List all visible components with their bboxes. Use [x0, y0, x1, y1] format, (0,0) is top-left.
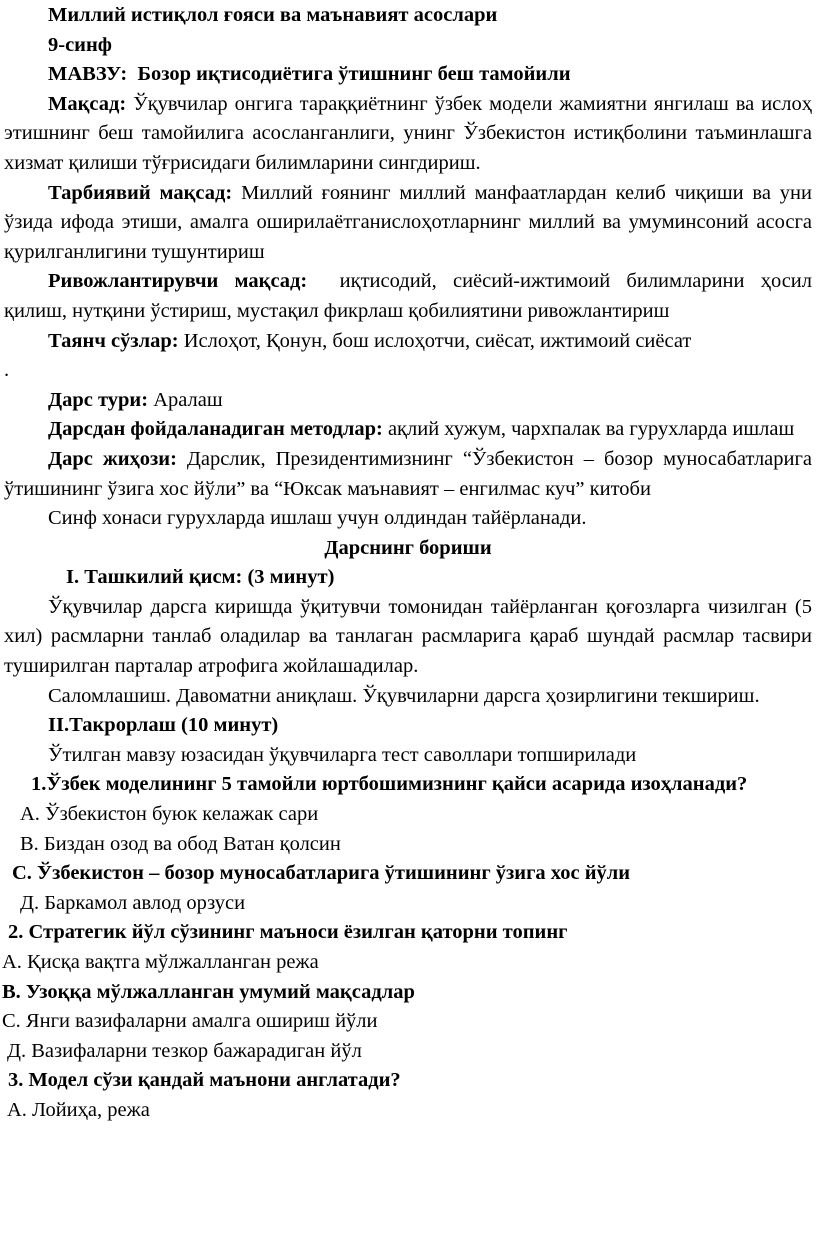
aim-text: Ўқувчилар онгига тараққиётнинг ўзбек модели жамиятни янгилаш ва ислоҳ этишнинг беш тамойилига асосланганлиги, унинг Ўзбекистон истиқболини таъминлашга хизмат қилиши тўғрисидаги билимларини сингдириш. [4, 92, 813, 174]
keywords-tail: . [4, 359, 10, 382]
topic-line [0, 60, 816, 90]
question-1-option-d: Д. Баркамол авлод орзуси [20, 891, 246, 914]
lesson-type-paragraph [0, 386, 816, 416]
dev-aim-paragraph [0, 267, 816, 326]
topic-label: МАВЗУ: [48, 63, 128, 86]
lesson-heading: Дарснинг бориши [324, 536, 492, 559]
question-2-option-c: С. Янги вазифаларни амалга ошириш йўли [2, 1010, 378, 1033]
question-1-option-c: С. Ўзбекистон – бозор муносабатларига ўтишининг ўзига хос йўли [12, 862, 631, 885]
edu-aim-text: Миллий ғоянинг миллий манфаатлардан келиб чиқиши ва уни ўзида ифода этиши, амалга оширилаётганислоҳотларнинг миллий ва умуминсоний асосга қурилганлигини тушунтириш [4, 181, 812, 263]
lesson-type-text: Аралаш [153, 388, 223, 411]
grade-label: 9-синф [48, 33, 112, 56]
edu-aim-label: Тарбиявий мақсад: [48, 181, 233, 204]
lesson-type-label: Дарс тури: [48, 388, 149, 411]
question-3: 3. Модел сўзи қандай маънони англатади? [8, 1069, 401, 1092]
methods-text: ақлий хужум, чархпалак ва гурухларда ишлаш [387, 418, 795, 441]
question-1-option-b: В. Биздан озод ва обод Ватан қолсин [20, 832, 341, 855]
methods-paragraph [0, 415, 816, 445]
question-3-option-a: А. Лойиҳа, режа [7, 1098, 150, 1121]
question-1: 1.Ўзбек моделининг 5 тамойли юртбошимизнинг қайси асарида изоҳланади? [31, 773, 748, 796]
part1-attendance-paragraph: Саломлашиш. Давоматни аниқлаш. Ўқувчиларни дарсга ҳозирлигини текшириш. [48, 684, 760, 707]
keywords-paragraph [0, 327, 816, 357]
question-1-option-a: А. Ўзбекистон буюк келажак сари [20, 803, 319, 826]
question-2-option-d: Д. Вазифаларни тезкор бажарадиган йўл [7, 1039, 362, 1062]
edu-aim-paragraph [0, 179, 816, 268]
question-2-option-b: В. Узоққа мўлжалланган умумий мақсадлар [2, 980, 415, 1003]
equipment-text: Дарслик, Президентимизнинг “Ўзбекистон – бозор муносабатларига ўтишининг ўзига хос йўли” ва “Юксак маънавият – енгилмас куч” китоби [4, 447, 812, 500]
equipment-label: Дарс жиҳози: [48, 447, 177, 470]
dev-aim-text: иқтисодий, сиёсий-ижтимоий билимларини ҳосил қилиш, нутқини ўстириш, мустақил фикрлаш қобилиятини ривожлантириш [4, 270, 813, 322]
methods-label: Дарсдан фойдаланадиган методлар: [48, 418, 383, 441]
aim-label: Мақсад: [48, 92, 127, 115]
question-2: 2. Стратегик йўл сўзининг маъноси ёзилган қаторни топинг [8, 921, 568, 944]
part1-paragraph: Ўқувчилар дарсга киришда ўқитувчи томонидан тайёрланган қоғозларга чизилган (5 хил) расмларни танлаб оладилар ва танлаган расмларига қараб шундай расмлар тасвири туширилган парталар атрофига жойлашадилар. [4, 595, 812, 678]
keywords-text: Ислоҳот, Қонун, бош ислоҳотчи, сиёсат, ижтимоий сиёсат [183, 329, 692, 352]
part2-intro: Ўтилган мавзу юзасидан ўқувчиларга тест саволлари топширилади [48, 743, 637, 766]
question-2-option-a: А. Қисқа вақтга мўлжалланган режа [2, 951, 319, 973]
topic-text: Бозор иқтисодиётига ўтишнинг беш тамойили [137, 63, 571, 86]
part1-title: I. Ташкилий қисм: (3 минут) [66, 566, 335, 589]
dev-aim-label: Ривожлантирувчи мақсад: [48, 270, 308, 293]
part2-title: II.Такрорлаш (10 минут) [48, 714, 279, 737]
keywords-label: Таянч сўзлар: [48, 329, 179, 352]
subject-title: Миллий истиқлол ғояси ва маънавият асослари [48, 4, 498, 26]
aim-paragraph [0, 90, 816, 179]
preparation-paragraph: Синф хонаси гурухларда ишлаш учун олдиндан тайёрланади. [48, 507, 587, 530]
equipment-paragraph [0, 445, 816, 504]
